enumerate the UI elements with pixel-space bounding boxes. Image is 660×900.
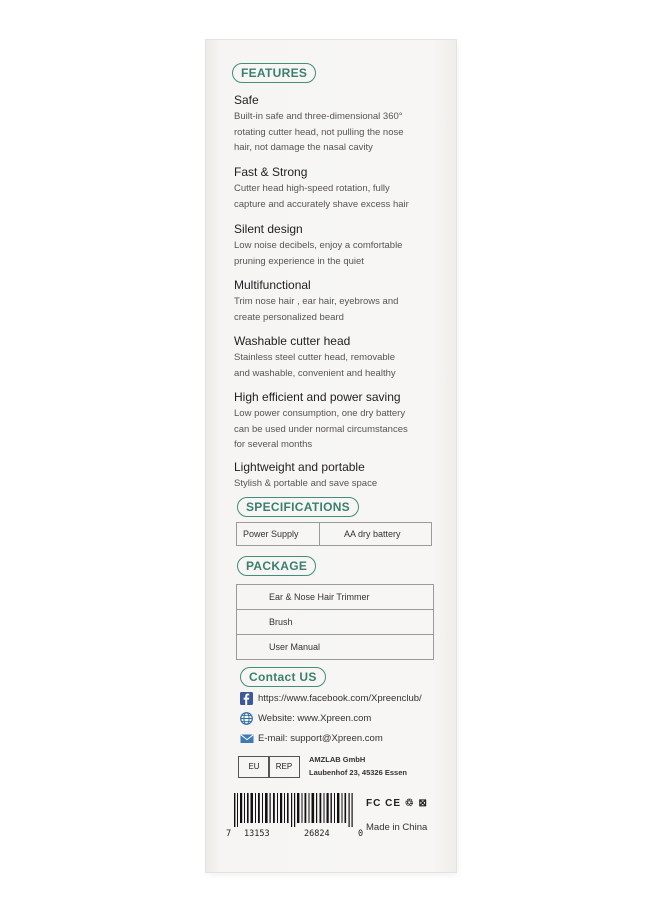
feature-desc: Stainless steel cutter head, removable and washable, convenient and healthy: [234, 352, 396, 379]
feature-power-saving: [234, 390, 444, 453]
feature-desc: Built-in safe and three-dimensional 360° rotating cutter head, not pulling the nose hair, not damage the nasal cavity: [234, 111, 404, 153]
feature-desc: Stylish & portable and save space: [234, 478, 378, 489]
contact-heading: Contact US: [240, 667, 326, 687]
feature-title: High efficient and power saving: [234, 390, 401, 404]
contact-facebook: [240, 692, 422, 705]
barcode-digit-first: 7: [226, 829, 232, 839]
website-text: Website: www.Xpreen.com: [258, 713, 372, 724]
rep-box: REP: [268, 756, 300, 778]
email-text: E-mail: support@Xpreen.com: [258, 733, 383, 744]
contact-email: [240, 732, 383, 745]
facebook-url: https://www.facebook.com/Xpreenclub/: [258, 693, 422, 704]
features-heading: FEATURES: [232, 63, 316, 83]
certification-marks: FC CE ♲ ⊠: [366, 798, 428, 809]
barcode-icon: [232, 793, 356, 827]
specifications-heading: SPECIFICATIONS: [237, 497, 359, 517]
feature-safe: [234, 93, 444, 156]
feature-desc: Low power consumption, one dry battery can be used under normal circumstances for several months: [234, 408, 408, 450]
feature-lightweight-portable: [234, 460, 444, 492]
eu-box: EU: [238, 756, 270, 778]
feature-desc: Low noise decibels, enjoy a comfortable pruning experience in the quiet: [234, 240, 403, 267]
rep-address: Laubenhof 23, 45326 Essen: [309, 768, 407, 777]
feature-title: Fast & Strong: [234, 165, 308, 179]
facebook-icon: [240, 692, 253, 705]
barcode-digit-group-left: 13153: [244, 829, 270, 839]
feature-silent-design: [234, 222, 444, 269]
feature-title: Multifunctional: [234, 278, 311, 292]
mail-icon: [240, 732, 253, 745]
spec-label: Power Supply: [237, 523, 320, 546]
specifications-table: [236, 522, 432, 546]
rep-company: AMZLAB GmbH: [309, 755, 366, 764]
made-in-china: Made in China: [366, 822, 428, 833]
globe-icon: [240, 712, 253, 725]
feature-multifunctional: [234, 278, 444, 325]
package-heading: PACKAGE: [237, 556, 316, 576]
package-item: User Manual: [269, 642, 321, 652]
feature-title: Silent design: [234, 222, 303, 236]
barcode-digit-last: 0: [358, 829, 364, 839]
package-item: Ear & Nose Hair Trimmer: [237, 585, 433, 610]
feature-washable-cutter-head: [234, 334, 444, 381]
spec-value: AA dry battery: [320, 523, 432, 546]
package-list: [236, 584, 434, 660]
feature-title: Washable cutter head: [234, 334, 351, 348]
package-item: Brush: [237, 610, 433, 635]
feature-title: Lightweight and portable: [234, 460, 365, 474]
feature-desc: Trim nose hair , ear hair, eyebrows and create personalized beard: [234, 296, 399, 323]
contact-website: [240, 712, 371, 725]
feature-fast-strong: [234, 165, 444, 212]
feature-desc: Cutter head high-speed rotation, fully capture and accurately shave excess hair: [234, 183, 409, 210]
feature-title: Safe: [234, 93, 259, 107]
barcode-digit-group-right: 26824: [304, 829, 330, 839]
